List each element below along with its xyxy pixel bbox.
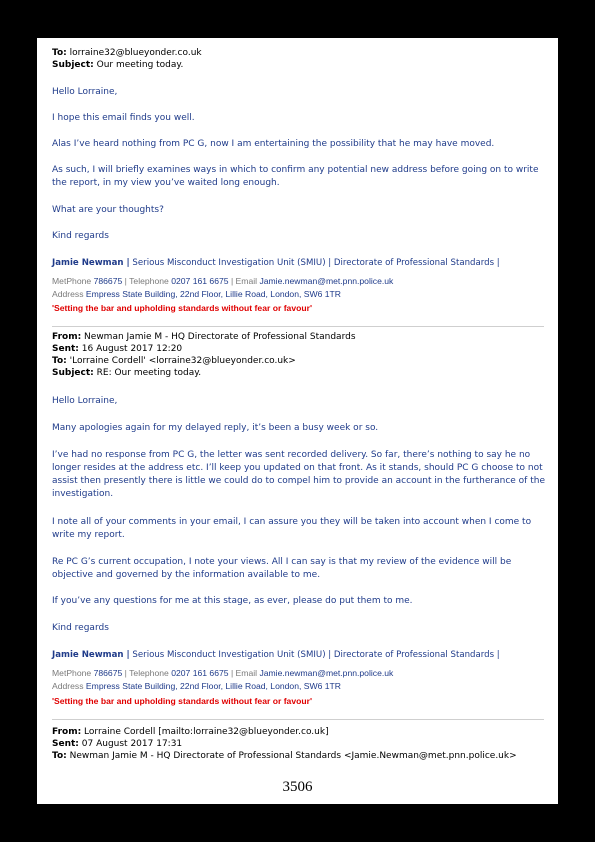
signature-name-line: Jamie Newman | Serious Misconduct Investigation Unit (SMIU) | Directorate of Professional Standards |	[52, 258, 500, 268]
email1-to: lorraine32@blueyonder.co.uk	[69, 48, 202, 58]
email1-greeting: Hello Lorraine,	[52, 87, 118, 97]
email2-sent-line: Sent: 16 August 2017 12:20	[52, 344, 183, 354]
signature-name-line: Jamie Newman | Serious Misconduct Investigation Unit (SMIU) | Directorate of Professional Standards |	[52, 650, 500, 660]
email1-paragraph: I hope this email finds you well.	[52, 113, 195, 123]
email2-to-line: To: 'Lorraine Cordell' <lorraine32@blueyonder.co.uk>	[52, 356, 296, 366]
signature-address-line: Address Empress State Building, 22nd Floor, Lillie Road, London, SW6 1TR	[52, 681, 342, 691]
divider	[52, 719, 544, 720]
email2-greeting: Hello Lorraine,	[52, 396, 118, 406]
email1-paragraph: As such, I will briefly examines ways in which to confirm any potential new address before going on to write the report, in my view you’ve waited long enough.	[52, 165, 539, 188]
email2-paragraph: Many apologies again for my delayed reply, it’s been a busy week or so.	[52, 423, 379, 433]
email1-subject-line: Subject: Our meeting today.	[52, 60, 184, 70]
document-page	[37, 38, 558, 804]
email1-paragraph: Alas I’ve heard nothing from PC G, now I am entertaining the possibility that he may have moved.	[52, 139, 495, 149]
signature-email: Jamie.newman@met.pnn.police.uk	[259, 668, 394, 678]
email2-paragraph: If you’ve any questions for me at this stage, as ever, please do put them to me.	[52, 596, 413, 606]
signature-motto: 'Setting the bar and upholding standards without fear or favour'	[52, 696, 312, 706]
signature-address-line: Address Empress State Building, 22nd Floor, Lillie Road, London, SW6 1TR	[52, 289, 342, 299]
email3-sent-line: Sent: 07 August 2017 17:31	[52, 739, 183, 749]
email2-from-line: From: Newman Jamie M - HQ Directorate of Professional Standards	[52, 332, 356, 342]
signature-email: Jamie.newman@met.pnn.police.uk	[259, 276, 394, 286]
page-number: 3506	[282, 779, 313, 795]
divider	[52, 326, 544, 327]
signature-contact-line: MetPhone 786675 | Telephone 0207 161 6675 | Email Jamie.newman@met.pnn.police.uk	[52, 276, 394, 286]
email1-to-line: To: lorraine32@blueyonder.co.uk	[52, 48, 202, 58]
signature-motto: 'Setting the bar and upholding standards without fear or favour'	[52, 303, 312, 313]
email1-subject: Our meeting today.	[96, 60, 184, 70]
email2-paragraph: Re PC G’s current occupation, I note your views. All I can say is that my review of the evidence will be objective and governed by the information available to me.	[52, 557, 512, 580]
email3-from-line: From: Lorraine Cordell [mailto:lorraine32@blueyonder.co.uk]	[52, 727, 329, 737]
email3-to-line: To: Newman Jamie M - HQ Directorate of Professional Standards <Jamie.Newman@met.pnn.police.uk>	[52, 751, 517, 761]
email2-paragraph: I’ve had no response from PC G, the letter was sent recorded delivery. So far, there’s nothing to say he no longer resides at the address etc. I’ll keep you updated on that front. As it stands, should PC G choose to not assist then presently there is little we could do to compel him to provide an account in the furtherance of the investigation.	[52, 450, 545, 499]
signature-contact-line: MetPhone 786675 | Telephone 0207 161 6675 | Email Jamie.newman@met.pnn.police.uk	[52, 668, 394, 678]
email2-paragraph: I note all of your comments in your email, I can assure you they will be taken into account when I come to write my report.	[52, 517, 532, 540]
email1-paragraph: What are your thoughts?	[52, 205, 164, 215]
email1-closing: Kind regards	[52, 231, 109, 241]
email2-subject-line: Subject: RE: Our meeting today.	[52, 368, 202, 378]
email2-closing: Kind regards	[52, 623, 109, 633]
